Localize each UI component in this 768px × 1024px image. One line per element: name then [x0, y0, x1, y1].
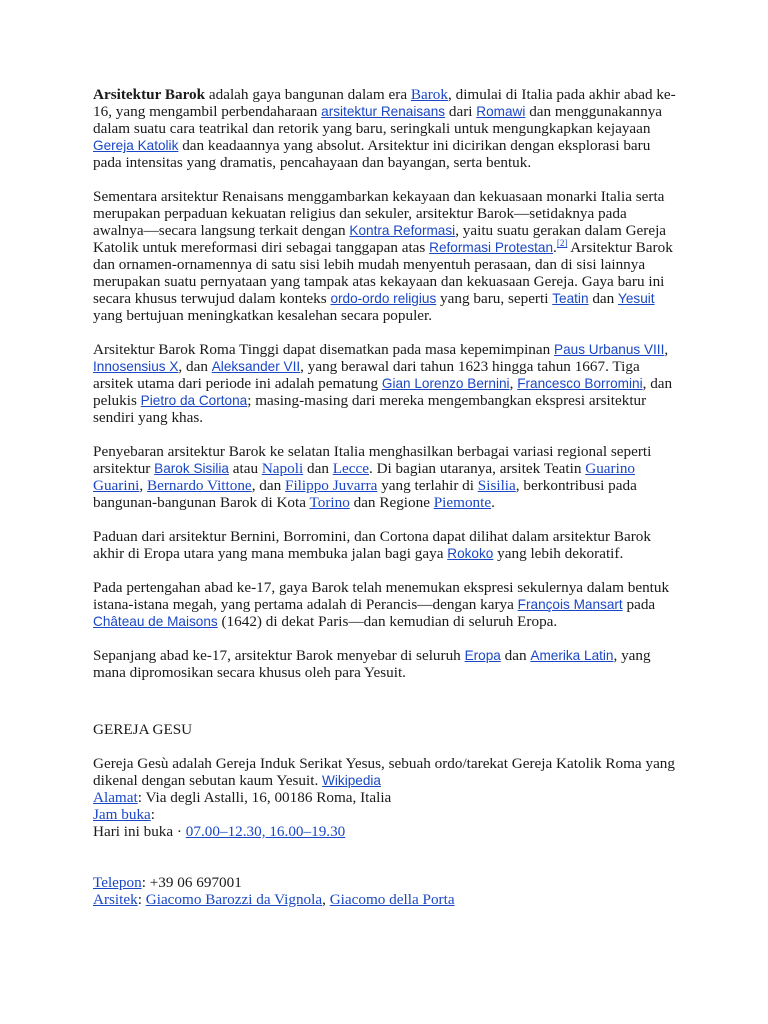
text: Pada pertengahan abad ke-17, gaya Barok telah menemukan ekspresi sekulernya dalam bentuk istana-istana megah, yang pertama adalah di Perancis—dengan karya	[93, 579, 670, 613]
text: , dan	[178, 358, 212, 375]
link-sisilia[interactable]: Sisilia	[477, 477, 516, 494]
link-borromini[interactable]: Francesco Borromini	[517, 376, 643, 391]
text: pada	[622, 596, 656, 613]
text: yang lebih dekoratif.	[493, 545, 624, 562]
link-ordo-religius[interactable]: ordo-ordo religius	[330, 291, 437, 306]
text: .	[553, 239, 557, 256]
link-pietro-da-cortona[interactable]: Pietro da Cortona	[140, 393, 248, 408]
text: dan keadaannya yang absolut. Arsitektur ini dicirikan dengan eksplorasi baru pada intensitas yang dramatis, pencahayaan dan bayangan, serta bentuk.	[93, 137, 651, 171]
paragraph-penyebaran	[93, 443, 677, 511]
link-chateau-de-maisons[interactable]: Château de Maisons	[93, 614, 218, 629]
link-barok[interactable]: Barok	[410, 86, 448, 103]
link-gereja-katolik[interactable]: Gereja Katolik	[93, 138, 179, 153]
link-reformasi-protestan[interactable]: Reformasi Protestan	[429, 240, 554, 255]
link-torino[interactable]: Torino	[309, 494, 350, 511]
link-rokoko[interactable]: Rokoko	[447, 546, 494, 561]
link-hours[interactable]: 07.00–12.30, 16.00–19.30	[185, 823, 346, 840]
link-innosensius[interactable]: Innosensius X	[93, 359, 179, 374]
gesu-description	[93, 755, 677, 840]
paragraph-renaisans	[93, 188, 677, 324]
link-barok-sisilia[interactable]: Barok Sisilia	[154, 461, 229, 476]
link-vignola[interactable]: Giacomo Barozzi da Vignola	[145, 891, 323, 908]
document-body	[93, 86, 677, 908]
text: ,	[139, 477, 147, 494]
link-della-porta[interactable]: Giacomo della Porta	[329, 891, 455, 908]
link-romawi[interactable]: Romawi	[476, 104, 526, 119]
text: ; masing-masing dari mereka mengembangkan ekspresi arsitektur sendiri yang khas.	[93, 392, 647, 426]
text: ,	[322, 891, 330, 908]
text: atau	[228, 460, 262, 477]
link-yesuit[interactable]: Yesuit	[618, 291, 655, 306]
link-jam-buka[interactable]: Jam buka	[93, 806, 151, 823]
link-eropa[interactable]: Eropa	[464, 648, 501, 663]
phone-value: : +39 06 697001	[141, 874, 242, 891]
link-lecce[interactable]: Lecce	[332, 460, 369, 477]
text: dan	[500, 647, 531, 664]
text: :	[137, 891, 146, 908]
text: :	[150, 806, 156, 823]
text: (1642) di dekat Paris—dan kemudian di seluruh Eropa.	[217, 613, 558, 630]
link-paus-urbanus[interactable]: Paus Urbanus VIII	[554, 342, 665, 357]
text: Gereja Gesù adalah Gereja Induk Serikat Yesus, sebuah ordo/tarekat Gereja Katolik Roma yang dikenal dengan sebutan kaum Yesuit.	[93, 755, 675, 789]
link-kontra-reformasi[interactable]: Kontra Reformasi	[349, 223, 456, 238]
text: , dimulai di Italia pada akhir abad ke-16, yang mengambil perbendaharaan	[93, 86, 676, 120]
paragraph-sepanjang	[93, 647, 677, 681]
paragraph-pertengahan	[93, 579, 677, 630]
link-aleksander[interactable]: Aleksander VII	[211, 359, 301, 374]
link-napoli[interactable]: Napoli	[261, 460, 304, 477]
text: Paduan dari arsitektur Bernini, Borromini, dan Cortona dapat dilihat dalam arsitektur Barok akhir di Eropa utara yang mana membuka jalan bagi gaya	[93, 528, 651, 562]
paragraph-intro	[93, 86, 677, 171]
text: ,	[664, 341, 669, 358]
text: dan	[303, 460, 333, 477]
paragraph-roma-tinggi	[93, 341, 677, 426]
link-amerika-latin[interactable]: Amerika Latin	[530, 648, 614, 663]
text: adalah gaya bangunan dalam era	[205, 86, 411, 103]
text: dan	[588, 290, 619, 307]
citation-link[interactable]: [2]	[556, 238, 568, 248]
text: , yaitu suatu gerakan dalam Gereja Katolik untuk mereformasi diri sebagai tanggapan atas	[93, 222, 667, 256]
text: ,	[509, 375, 518, 392]
section-heading: GEREJA GESU	[93, 721, 193, 738]
link-guarino-guarini[interactable]: Guarino Guarini	[93, 460, 636, 494]
text: dari	[445, 103, 477, 120]
text: Penyebaran arsitektur Barok ke selatan Italia menghasilkan berbagai variasi regional seperti arsitektur	[93, 443, 652, 477]
text: , yang berawal dari tahun 1623 hingga tahun 1667. Tiga arsitek utama dari periode ini adalah pematung	[93, 358, 640, 392]
link-telepon[interactable]: Telepon	[93, 874, 142, 891]
paragraph-paduan	[93, 528, 677, 562]
link-arsitektur-renaisans[interactable]: arsitektur Renaisans	[321, 104, 446, 119]
link-arsitek[interactable]: Arsitek	[93, 891, 138, 908]
text: Sepanjang abad ke-17, arsitektur Barok menyebar di seluruh	[93, 647, 465, 664]
link-bernardo-vittone[interactable]: Bernardo Vittone	[147, 477, 252, 494]
link-bernini[interactable]: Gian Lorenzo Bernini	[381, 376, 510, 391]
link-alamat[interactable]: Alamat	[93, 789, 138, 806]
text: .	[491, 494, 495, 511]
bold-term: Arsitektur Barok	[93, 86, 206, 103]
gesu-contact	[93, 874, 677, 908]
text: , yang mana dipromosikan secara khusus oleh para Yesuit.	[93, 647, 651, 681]
text: Sementara arsitektur Renaisans menggambarkan kekayaan dan kekuasaan monarki Italia serta merupakan perpaduan kekuatan religius dan sekuler, arsitektur Barok—setidaknya pada awalnya—secara langsung terkait dengan	[93, 188, 665, 239]
text: , dan	[251, 477, 286, 494]
text: , berkontribusi pada bangunan-bangunan Barok di Kota	[93, 477, 637, 511]
text: . Di bagian utaranya, arsitek Teatin	[368, 460, 586, 477]
link-piemonte[interactable]: Piemonte	[433, 494, 492, 511]
text: , dan pelukis	[93, 375, 673, 409]
link-filippo-juvarra[interactable]: Filippo Juvarra	[285, 477, 378, 494]
text: dan menggunakannya dalam suatu cara teatrikal dan retorik yang baru, seringkali untuk mengungkapkan kejayaan	[93, 103, 663, 137]
address-value: : Via degli Astalli, 16, 00186 Roma, Italia	[137, 789, 392, 806]
link-wikipedia[interactable]: Wikipedia	[322, 773, 381, 788]
text: yang baru, seperti	[436, 290, 553, 307]
link-teatin[interactable]: Teatin	[552, 291, 589, 306]
text: dan Regione	[349, 494, 434, 511]
text: yang bertujuan meningkatkan kesalehan secara populer.	[93, 307, 433, 324]
text: Arsitektur Barok dan ornamen-ornamennya di satu sisi lebih mudah menyentuh perasaan, dan di sisi lainnya merupakan suatu pernyataan yang tampak atas kekayaan dan kekuasaan Gereja. Gaya baru ini secara khusus terwujud dalam konteks	[93, 239, 673, 307]
text: Arsitektur Barok Roma Tinggi dapat disematkan pada masa kepemimpinan	[93, 341, 555, 358]
text: yang terlahir di	[377, 477, 478, 494]
link-francois-mansart[interactable]: François Mansart	[517, 597, 623, 612]
today-label: Hari ini buka ·	[93, 823, 186, 840]
